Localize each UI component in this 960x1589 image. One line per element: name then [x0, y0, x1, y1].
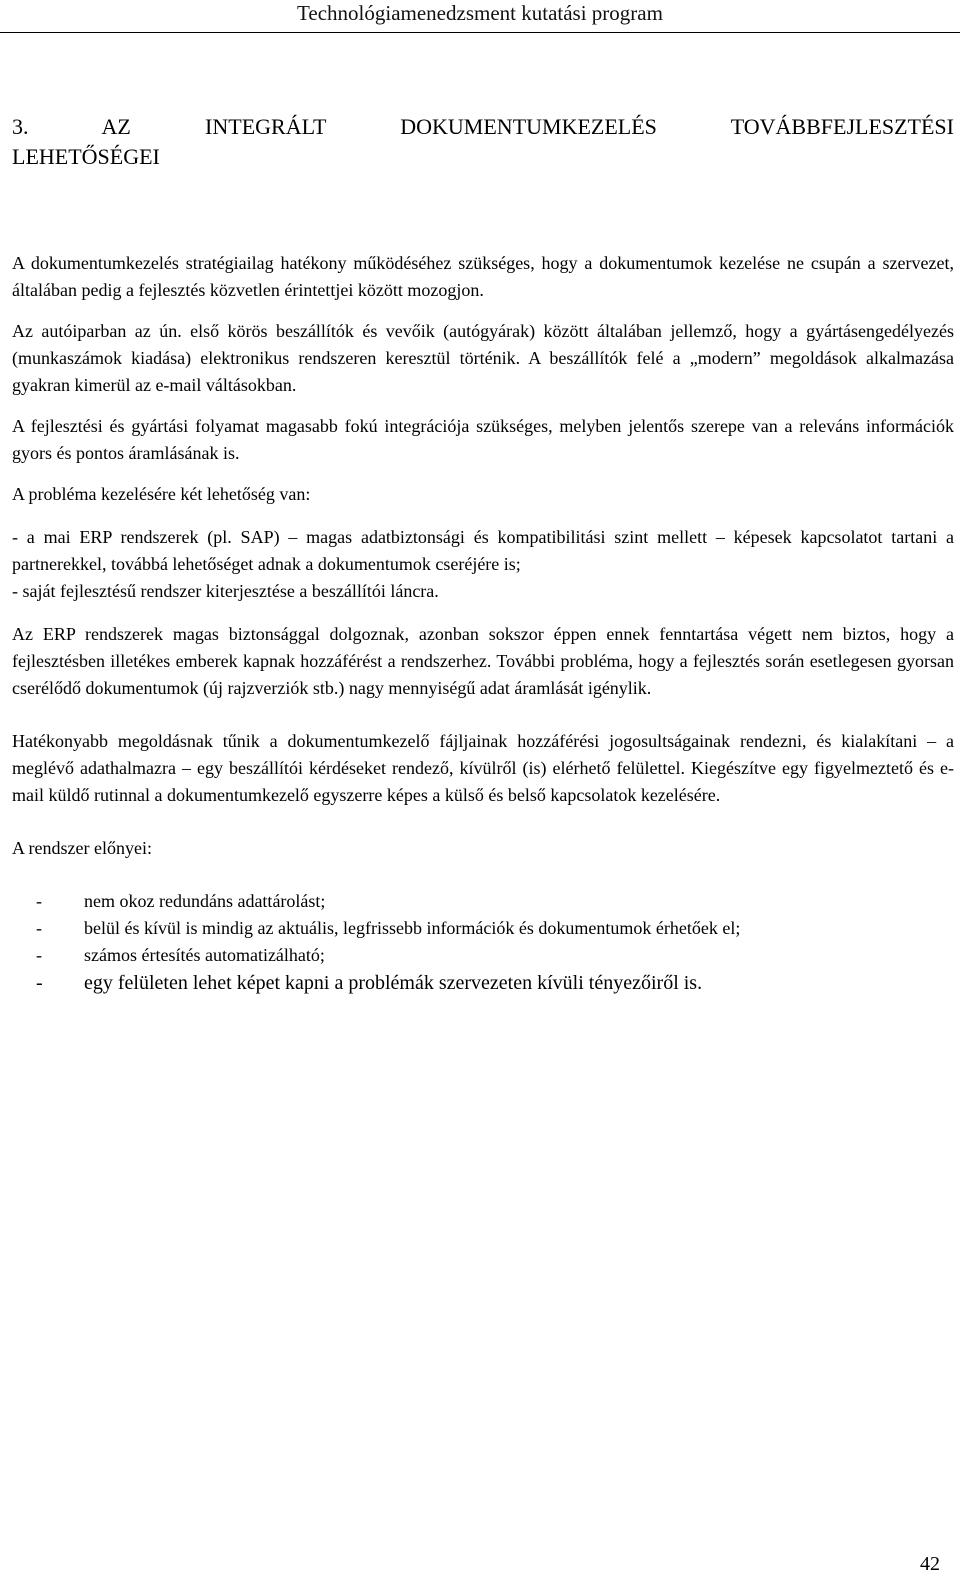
list-dash: - [36, 918, 42, 938]
running-header: Technológiamenedzsment kutatási program [297, 1, 663, 25]
paragraph-erp: Az ERP rendszerek magas biztonsággal dolgoznak, azonban sokszor éppen ennek fenntartása végett nem biztos, hogy a fejlesztésben illetékes emberek kapnak hozzáférést a rendszerhez. További probléma, hogy a fejlesztés során esetlegesen gyorsan cserélődő dokumentumok (új rajzverziók stb.) nagy mennyiségű adat áramlását igénylik. [12, 624, 954, 698]
paragraph-automotive: Az autóiparban az ún. első körös beszállítók és vevőik (autógyárak) között általában jellemző, hogy a gyártásengedélyezés (munkaszámok kiadása) elektronikus rendszeren keresztül történik. A beszállítók felé a „modern” megoldások alkalmazása gyakran kimerül az e-mail váltásokban. [12, 321, 954, 395]
options-list [12, 524, 954, 605]
list-item-text: egy felületen lehet képet kapni a problémák szervezeten kívüli tényezőiről is. [84, 972, 703, 994]
paragraph-advantages-title: A rendszer előnyei: [12, 838, 152, 858]
section-heading-line1: 3. AZ INTEGRÁLT DOKUMENTUMKEZELÉS TOVÁBBFEJLESZTÉSI [12, 114, 954, 139]
paragraph-intro: A dokumentumkezelés stratégiailag hatékony működéséhez szükséges, hogy a dokumentumok kezelése ne csupán a szervezet, általában pedig a fejlesztés közvetlen érintettjei között mozogjon. [12, 253, 954, 300]
list-item [12, 888, 954, 915]
option-own-system: - saját fejlesztésű rendszer kiterjesztése a beszállítói láncra. [12, 581, 439, 601]
section-heading-line2: LEHETŐSÉGEI [12, 144, 160, 169]
list-item-text: belül és kívül is mindig az aktuális, legfrissebb információk és dokumentumok érhetőek el; [84, 918, 741, 938]
advantages-list [12, 888, 954, 998]
list-dash: - [36, 945, 42, 965]
list-item [12, 915, 954, 942]
paragraph-options-intro: A probléma kezelésére két lehetőség van: [12, 484, 311, 504]
list-item [12, 969, 954, 998]
list-item [12, 942, 954, 969]
list-dash: - [36, 891, 42, 911]
page-number: 42 [920, 1553, 940, 1575]
list-item-text: nem okoz redundáns adattárolást; [84, 891, 326, 911]
option-erp: - a mai ERP rendszerek (pl. SAP) – magas adatbiztonsági és kompatibilitási szint mellett – képesek kapcsolatot tartani a partnerekkel, továbbá lehetőséget adnak a dokumentumok cseréjére is; [12, 527, 954, 574]
page-body [12, 112, 954, 998]
section-heading [12, 112, 954, 172]
list-item-text: számos értesítés automatizálható; [84, 945, 325, 965]
list-dash: - [36, 972, 43, 994]
paragraph-integration: A fejlesztési és gyártási folyamat magasabb fokú integrációja szükséges, melyben jelentős szerepe van a releváns információk gyors és pontos áramlásának is. [12, 416, 954, 463]
paragraph-solution: Hatékonyabb megoldásnak tűnik a dokumentumkezelő fájljainak hozzáférési jogosultságainak rendezni, és kialakítani – a meglévő adathalmazra – egy beszállítói kérdéseket rendező, kívülről (is) elérhető felülettel. Kiegészítve egy figyelmeztető és e-mail küldő rutinnal a dokumentumkezelő egyszerre képes a külső és belső kapcsolatok kezelésére. [12, 731, 954, 805]
header-divider [0, 32, 960, 33]
